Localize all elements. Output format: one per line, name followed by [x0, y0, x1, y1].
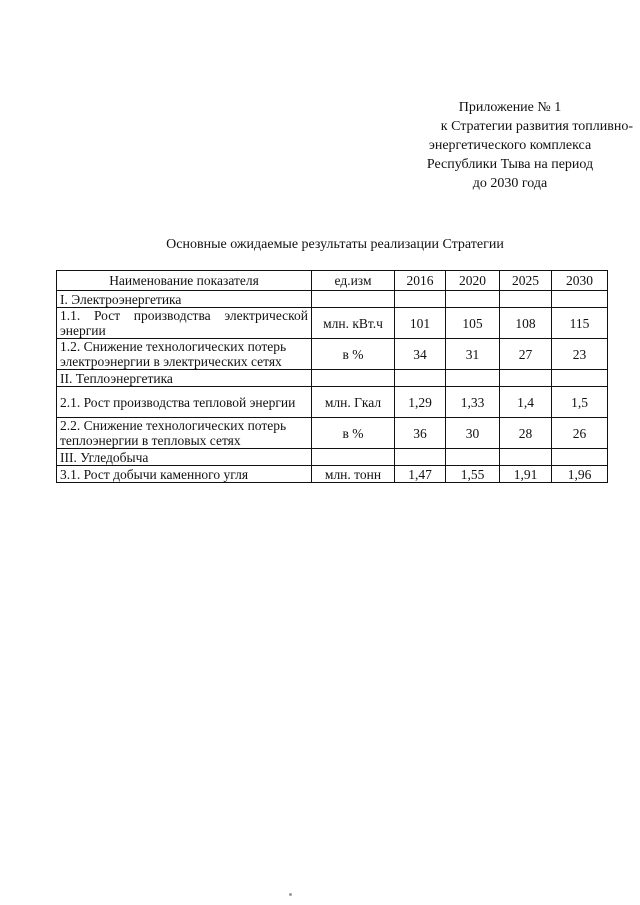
unit-cell: млн. кВт.ч	[312, 308, 395, 339]
appendix-header	[385, 98, 635, 193]
table-row	[57, 418, 608, 449]
appendix-line-4: Республики Тыва на период	[426, 157, 594, 172]
header-unit: ед.изм	[312, 271, 395, 291]
table-row	[57, 308, 608, 339]
unit-cell: млн. Гкал	[312, 387, 395, 418]
value-2030: 26	[552, 418, 608, 449]
section-title: III. Угледобыча	[57, 449, 312, 466]
indicator-name: 1.2. Снижение технологических потерь электроэнергии в электрических сетях	[57, 339, 312, 370]
section-title: II. Теплоэнергетика	[57, 370, 312, 387]
value-2025: 27	[500, 339, 552, 370]
header-year-2016: 2016	[395, 271, 446, 291]
value-2030: 1,96	[552, 466, 608, 483]
indicator-name: 1.1. Рост производства электрической энергии	[57, 308, 312, 339]
scan-dot	[289, 893, 292, 896]
table-row	[57, 387, 608, 418]
value-2030: 115	[552, 308, 608, 339]
value-2020: 105	[446, 308, 500, 339]
appendix-line-3: энергетического комплекса	[428, 138, 592, 153]
value-2020: 30	[446, 418, 500, 449]
value-2030: 23	[552, 339, 608, 370]
indicator-name: 2.1. Рост производства тепловой энергии	[57, 387, 312, 418]
value-2020: 1,55	[446, 466, 500, 483]
section-title: I. Электроэнергетика	[57, 291, 312, 308]
table-title: Основные ожидаемые результаты реализации Стратегии	[166, 237, 504, 252]
value-2016: 1,29	[395, 387, 446, 418]
value-2016: 1,47	[395, 466, 446, 483]
results-table	[56, 270, 608, 483]
value-2030: 1,5	[552, 387, 608, 418]
table-header-row	[57, 271, 608, 291]
indicator-name: 2.2. Снижение технологических потерь теплоэнергии в тепловых сетях	[57, 418, 312, 449]
indicator-name: 3.1. Рост добычи каменного угля	[57, 466, 312, 483]
value-2025: 108	[500, 308, 552, 339]
header-year-2025: 2025	[500, 271, 552, 291]
appendix-number: Приложение № 1	[458, 100, 562, 115]
value-2020: 1,33	[446, 387, 500, 418]
section-row	[57, 370, 608, 387]
value-2025: 28	[500, 418, 552, 449]
section-row	[57, 291, 608, 308]
unit-cell: в %	[312, 339, 395, 370]
section-row	[57, 449, 608, 466]
table-row	[57, 339, 608, 370]
unit-cell: в %	[312, 418, 395, 449]
unit-cell: млн. тонн	[312, 466, 395, 483]
header-year-2020: 2020	[446, 271, 500, 291]
appendix-line-5: до 2030 года	[472, 176, 548, 191]
header-indicator-name: Наименование показателя	[57, 271, 312, 291]
header-year-2030: 2030	[552, 271, 608, 291]
value-2025: 1,4	[500, 387, 552, 418]
value-2016: 34	[395, 339, 446, 370]
value-2016: 101	[395, 308, 446, 339]
table-row	[57, 466, 608, 483]
value-2025: 1,91	[500, 466, 552, 483]
value-2020: 31	[446, 339, 500, 370]
appendix-line-2: к Стратегии развития топливно-	[440, 119, 633, 134]
value-2016: 36	[395, 418, 446, 449]
